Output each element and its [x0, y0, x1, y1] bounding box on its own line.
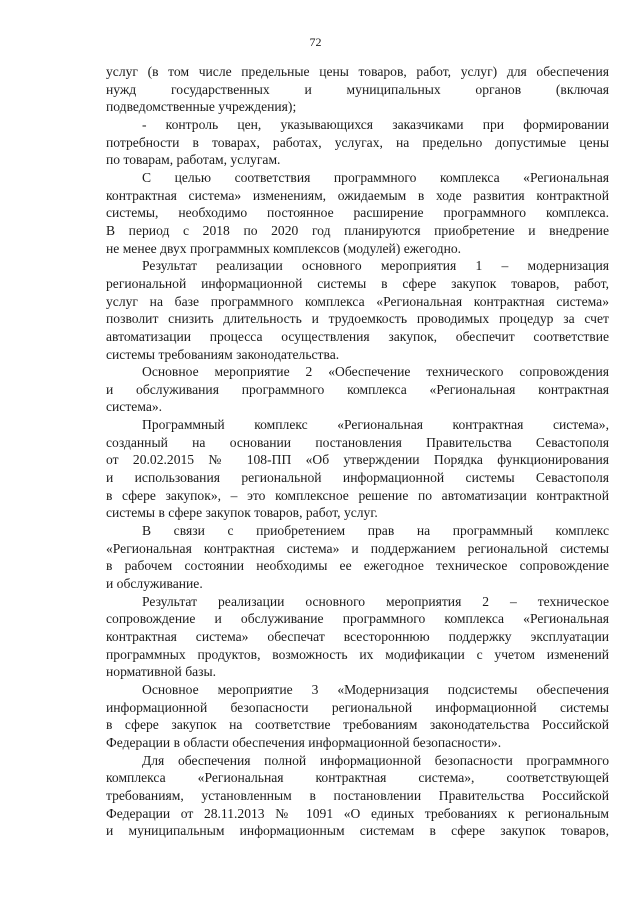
text-line: позволит снизить длительность и трудоемкость проводимых процедур за счет — [106, 311, 609, 327]
text-line: контрактная система» обеспечат всестороннюю поддержку эксплуатации — [106, 629, 609, 644]
text-line: от 20.02.2015 № 108-ПП «Об утверждении Порядка функционирования — [106, 452, 609, 468]
text-line: по товарам, работам, услугам. — [106, 152, 281, 168]
text-line: системы, необходимо постоянное расширение программного комплекса. — [106, 205, 609, 221]
page-number: 72 — [309, 35, 322, 49]
text-line: нормативной базы. — [106, 664, 217, 680]
text-line: Федерации в области обеспечения информационной безопасности». — [106, 734, 502, 750]
text-line: Результат реализации основного мероприятия 2 – техническое — [142, 593, 609, 609]
text-line: Для обеспечения полной информационной безопасности программного — [142, 752, 609, 768]
text-line: Федерации от 28.11.2013 № 1091 «О единых требованиях к региональным — [106, 805, 609, 821]
text-line: В период с 2018 по 2020 год планируются приобретение и внедрение — [106, 222, 609, 238]
text-line: - контроль цен, указывающихся заказчиками при формировании — [142, 116, 609, 132]
text-line: контрактная система» изменениям, ожидаемым в ходе развития контрактной — [106, 187, 609, 203]
text-line: и обслуживания программного комплекса «Региональная контрактная — [106, 381, 609, 397]
text-line: комплекса «Региональная контрактная система», соответствующей — [106, 770, 609, 786]
text-line: Основное мероприятие 3 «Модернизация подсистемы обеспечения — [142, 681, 609, 697]
document-body — [106, 63, 609, 840]
text-line: нужд государственных и муниципальных органов (включая — [106, 81, 609, 97]
text-line: требованиям, установленным в постановлении Правительства Российской — [106, 787, 609, 803]
text-line: системы требованиям законодательства. — [106, 346, 340, 362]
text-line: «Региональная контрактная система» и поддержанием региональной системы — [106, 540, 609, 556]
text-line: в рабочем состоянии необходимы ее ежегодное техническое сопровождение — [106, 558, 609, 574]
text-line: системы в сфере закупок товаров, работ, услуг. — [106, 505, 378, 521]
text-line: Основное мероприятие 2 «Обеспечение технического сопровождения — [142, 364, 609, 380]
text-line: услуг (в том числе предельные цены товаров, работ, услуг) для обеспечения — [106, 64, 609, 79]
text-line: В связи с приобретением прав на программный комплекс — [142, 523, 609, 539]
text-line: и обслуживание. — [106, 576, 203, 592]
text-line: автоматизации процесса осуществления закупок, обеспечит соответствие — [106, 328, 609, 344]
text-line: сопровождение и обслуживание программного комплекса «Региональная — [106, 611, 609, 627]
text-line: и использования региональной информационной системы Севастополя — [106, 470, 609, 486]
text-line: Программный комплекс «Региональная контрактная система», — [142, 417, 609, 433]
text-line: в сфере закупок», – это комплексное решение по автоматизации контрактной — [106, 487, 609, 503]
text-line: региональной информационной системы в сфере закупок товаров, работ, — [106, 275, 609, 291]
text-line: подведомственные учреждения); — [106, 99, 297, 115]
text-line: система». — [106, 399, 163, 415]
text-line: в сфере закупок на соответствие требованиям законодательства Российской — [106, 717, 609, 733]
text-line: потребности в товарах, работах, услугах, на предельно допустимые цены — [106, 134, 609, 150]
text-line: Результат реализации основного мероприятия 1 – модернизация — [142, 258, 609, 274]
text-line: услуг на базе программного комплекса «Региональная контрактная система» — [106, 293, 609, 309]
text-line: информационной безопасности региональной информационной системы — [106, 699, 609, 715]
text-line: не менее двух программных комплексов (модулей) ежегодно. — [106, 240, 462, 256]
text-line: программных продуктов, возможность их модификации с учетом изменений — [106, 646, 609, 662]
text-line: созданный на основании постановления Правительства Севастополя — [106, 434, 609, 450]
text-line: и муниципальным информационным системам в сфере закупок товаров, — [106, 823, 609, 839]
text-line: С целью соответствия программного комплекса «Региональная — [142, 169, 609, 185]
